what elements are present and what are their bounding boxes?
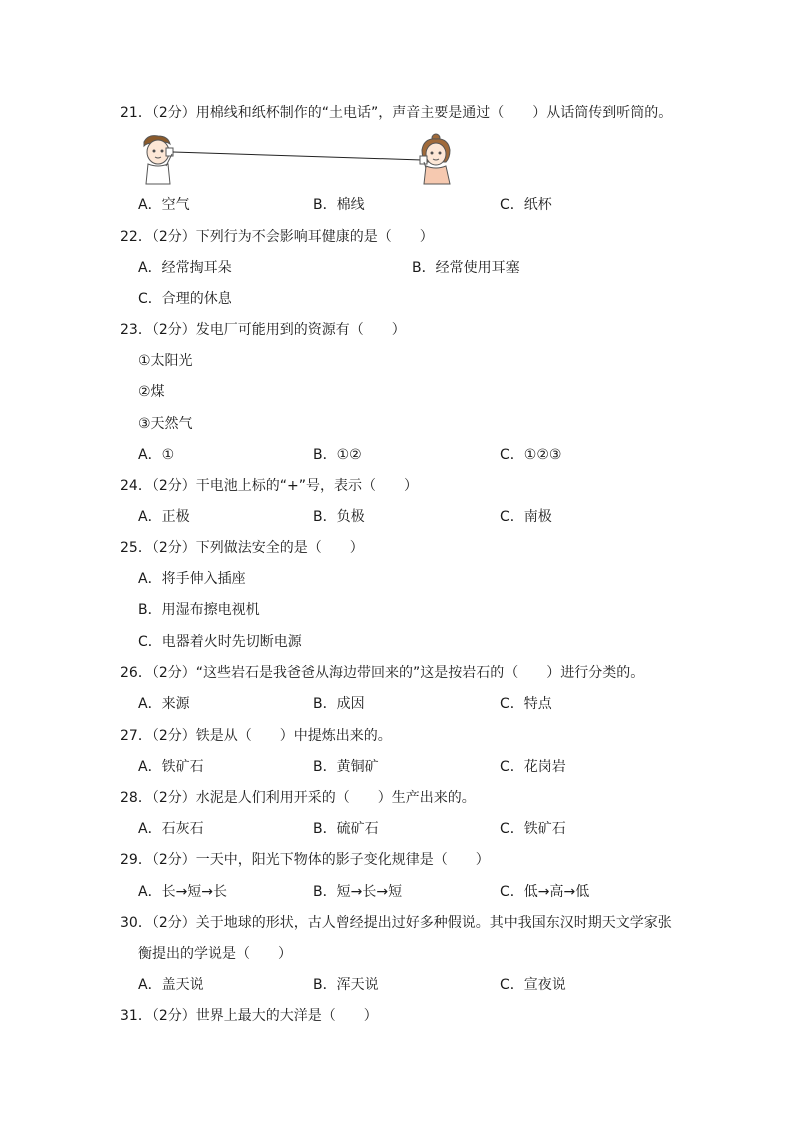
- question-23-option-c[interactable]: C．①②③: [500, 447, 562, 463]
- question-29-option-b[interactable]: B．短→长→短: [313, 884, 403, 900]
- question-26-stem: 26．（2分）“这些岩石是我爸爸从海边带回来的”这是按岩石的（ ）进行分类的。: [120, 665, 645, 681]
- question-21-option-b[interactable]: B．棉线: [313, 197, 365, 213]
- question-22-option-a[interactable]: A．经常掏耳朵: [138, 260, 232, 276]
- question-29-option-c[interactable]: C．低→高→低: [500, 884, 590, 900]
- question-24-option-b[interactable]: B．负极: [313, 509, 365, 525]
- question-23-item-1: ①太阳光: [138, 353, 193, 369]
- question-30-option-c[interactable]: C．宣夜说: [500, 977, 566, 993]
- question-21-option-a[interactable]: A．空气: [138, 197, 190, 213]
- question-27-stem: 27．（2分）铁是从（ ）中提炼出来的。: [120, 728, 392, 744]
- question-27-option-b[interactable]: B．黄铜矿: [313, 759, 379, 775]
- question-26-option-a[interactable]: A．来源: [138, 696, 190, 712]
- question-28-option-a[interactable]: A．石灰石: [138, 821, 204, 837]
- question-28-stem: 28．（2分）水泥是人们利用开采的（ ）生产出来的。: [120, 790, 476, 806]
- question-25-option-b[interactable]: B．用湿布擦电视机: [138, 602, 260, 618]
- question-28-option-b[interactable]: B．硫矿石: [313, 821, 379, 837]
- question-21-stem: 21．（2分）用棉线和纸杯制作的“土电话”，声音主要是通过（ ）从话筒传到听筒的。: [120, 105, 673, 121]
- question-26-option-c[interactable]: C．特点: [500, 696, 552, 712]
- question-25-option-c[interactable]: C．电器着火时先切断电源: [138, 634, 302, 650]
- question-30-stem-line-1: 30．（2分）关于地球的形状，古人曾经提出过好多种假说。其中我国东汉时期天文学家张: [120, 915, 672, 931]
- question-24-option-a[interactable]: A．正极: [138, 509, 190, 525]
- question-28-option-c[interactable]: C．铁矿石: [500, 821, 566, 837]
- question-24-stem: 24．（2分）干电池上标的“+”号，表示（ ）: [120, 478, 418, 494]
- question-30-stem-line-2: 衡提出的学说是（ ）: [138, 946, 292, 962]
- question-25-option-a[interactable]: A．将手伸入插座: [138, 571, 246, 587]
- question-23-option-b[interactable]: B．①②: [313, 447, 362, 463]
- question-27-option-c[interactable]: C．花岗岩: [500, 759, 566, 775]
- question-22-option-b[interactable]: B．经常使用耳塞: [412, 260, 520, 276]
- question-21-option-c[interactable]: C．纸杯: [500, 197, 552, 213]
- question-22-option-c[interactable]: C．合理的休息: [138, 291, 232, 307]
- question-29-stem: 29．（2分）一天中，阳光下物体的影子变化规律是（ ）: [120, 852, 490, 868]
- question-26-option-b[interactable]: B．成因: [313, 696, 365, 712]
- question-30-option-b[interactable]: B．浑天说: [313, 977, 379, 993]
- question-25-stem: 25．（2分）下列做法安全的是（ ）: [120, 540, 364, 556]
- question-29-option-a[interactable]: A．长→短→长: [138, 884, 228, 900]
- question-23-option-a[interactable]: A．①: [138, 447, 175, 463]
- question-31-stem: 31．（2分）世界上最大的大洋是（ ）: [120, 1008, 378, 1024]
- question-22-stem: 22．（2分）下列行为不会影响耳健康的是（ ）: [120, 229, 434, 245]
- question-27-option-a[interactable]: A．铁矿石: [138, 759, 204, 775]
- question-23-item-2: ②煤: [138, 384, 165, 400]
- question-24-option-c[interactable]: C．南极: [500, 509, 552, 525]
- question-23-item-3: ③天然气: [138, 416, 193, 432]
- question-30-option-a[interactable]: A．盖天说: [138, 977, 204, 993]
- string-telephone-illustration: [136, 132, 456, 186]
- question-23-stem: 23．（2分）发电厂可能用到的资源有（ ）: [120, 322, 406, 338]
- string-telephone-icon: [136, 132, 456, 186]
